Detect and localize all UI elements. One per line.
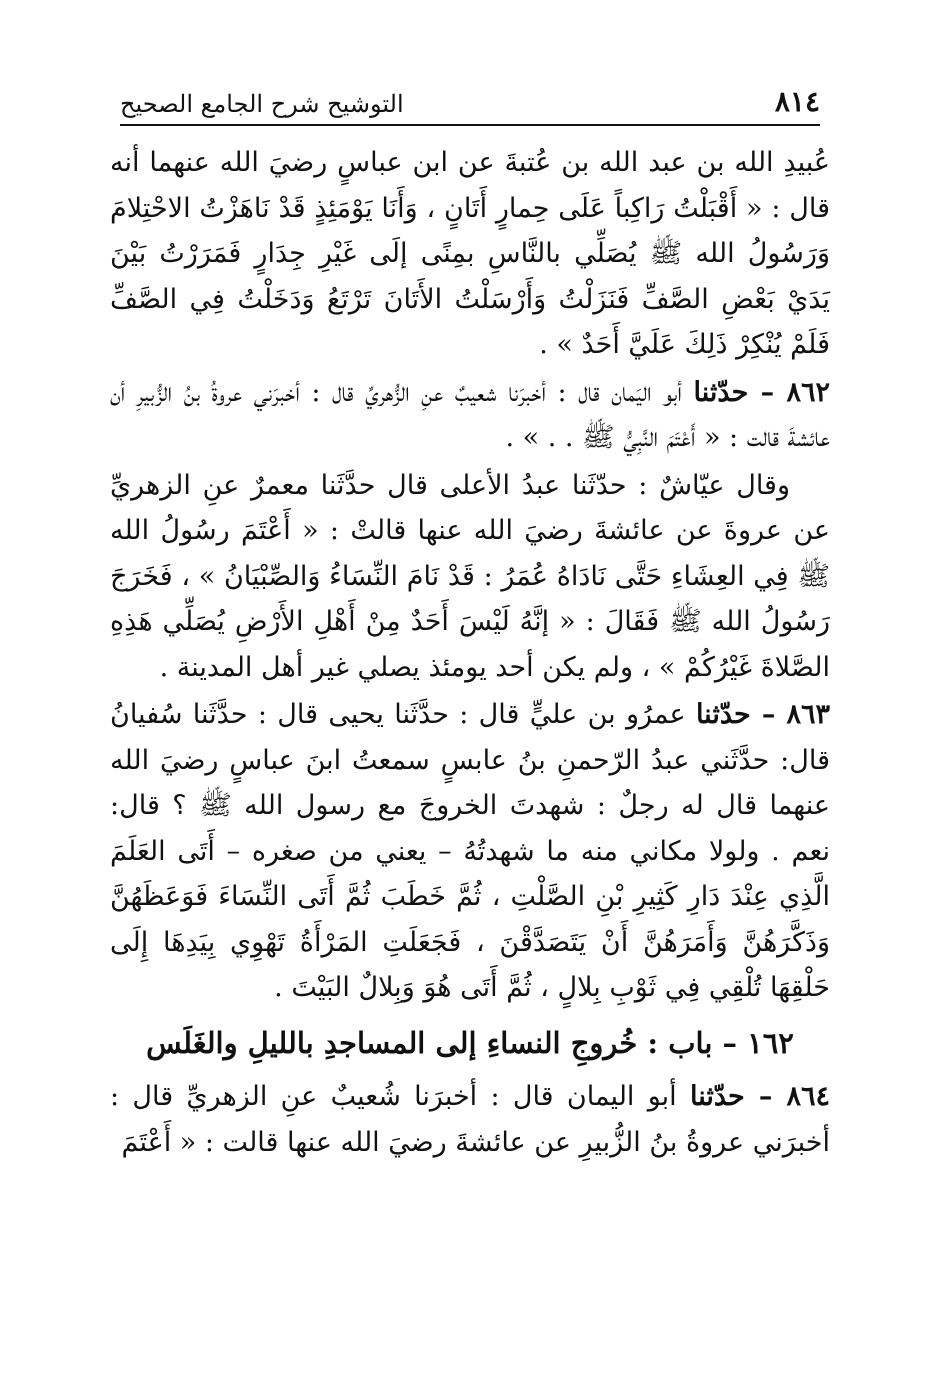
continuation-paragraph [110, 140, 830, 368]
chapter-heading: ١٦٢ – باب : خُروجِ النساءِ إلى المساجدِ بالليلِ والغَلَس [146, 1025, 794, 1060]
paragraph-text: أبو اليمان قال : أخبرَنا شُعيبٌ عنِ الزهريِّ قال : أخبرَني عروةُ بنُ الزُّبيرِ عن عائشةَ رضيَ الله عنها قالت : « أَعْتَمَ [110, 1081, 830, 1158]
paragraph-text: عمرُو بن عليٍّ قال : حدَّثَنا يحيى قال : حدَّثَنا سُفيانُ قال: حدَّثَني عبدُ الرّحمنِ بنُ عابسٍ سمعتُ ابنَ عباسٍ رضيَ الله عنهما قال له رجلٌ : شهدتَ الخروجَ مع رسول الله ﷺ ؟ قال: نعم . ولولا مكاني منه ما شهدتُهُ – يعني من صغره – أَتَى العَلَمَ الَّذِي عِنْدَ دَارِ كَثِيرِ بْنِ الصَّلْتِ ، ثُمَّ خَطَبَ ثُمَّ أَتَى النِّسَاءَ فَوَعَظَهُنَّ وَذَكَّرَهُنَّ وَأَمَرَهُنَّ أَنْ يَتَصَدَّقْنَ ، فَجَعَلَتِ المَرْأَةُ تَهْوِي بِيَدِهَا إِلَى حَلْقِهَا تُلْقِي فِي ثَوْبِ بِلالٍ ، ثُمَّ أَتَى هُوَ وَبِلالٌ البَيْتَ . [110, 699, 830, 1003]
hadith-862 [110, 370, 830, 461]
paragraph-text: أبو اليَمان قال : أخبرَنا شعيبٌ عنِ الزُّهريِّ قال : أخبرَني عروةُ بنُ الزُّبيرِ أن عائشةَ قالت : « أَعْتَمَ النَّبِيُّ ﷺ . . » . [110, 376, 830, 453]
page-number: ٨١٤ [774, 85, 820, 118]
page-body [110, 140, 830, 1165]
running-title: التوشيح شرح الجامع الصحيح [120, 90, 404, 118]
paragraph-text: عُبيدِ الله بن عبد الله بن عُتبةَ عن ابن عباسٍ رضيَ الله عنهما أنه قال : « أَقْبَلْتُ رَاكِباً عَلَى حِمارٍ أَتَانٍ ، وَأَنَا يَوْمَئِذٍ قَدْ نَاهَزْتُ الاحْتِلامَ وَرَسُولُ الله ﷺ يُصَلِّي بالنَّاسِ بمِنًى إلَى غَيْرِ جِدَارٍ فَمَرَرْتُ بَيْنَ يَدَيْ بَعْضِ الصَّفِّ فَنَزَلْتُ وَأَرْسَلْتُ الأَتَانَ تَرْتَعُ وَدَخَلْتُ فِي الصَّفِّ فَلَمْ يُنْكِرْ ذَلِكَ عَلَيَّ أَحَدٌ » . [110, 147, 830, 360]
hadith-863 [110, 692, 830, 1011]
hadith-number: ٨٦٤ – حدّثنا [689, 1081, 830, 1112]
paragraph-text: وقال عيّاشٌ : حدّثَنا عبدُ الأعلى قال حدَّثَنا معمرٌ عنِ الزهريِّ عن عروةَ عن عائشةَ رضيَ الله عنها قالتْ : « أَعْتَمَ رسُولُ الله ﷺ فِي العِشَاءِ حَتَّى نَادَاهُ عُمَرُ : قَدْ نَامَ النِّسَاءُ وَالصِّبْيَانُ » ، فَخَرَجَ رَسُولُ الله ﷺ فَقَالَ : « إنَّهُ لَيْسَ أَحَدٌ مِنْ أَهْلِ الأَرْضِ يُصَلِّي هَذِهِ الصَّلاةَ غَيْرُكُمْ » ، ولم يكن أحد يومئذ يصلي غير أهل المدينة . [110, 469, 830, 683]
hadith-864 [110, 1074, 830, 1165]
ayyash-paragraph [110, 463, 830, 691]
page-header [120, 78, 820, 126]
hadith-number: ٨٦٢ – حدّثنا [693, 376, 830, 408]
hadith-number: ٨٦٣ – حدّثنا [695, 699, 830, 730]
